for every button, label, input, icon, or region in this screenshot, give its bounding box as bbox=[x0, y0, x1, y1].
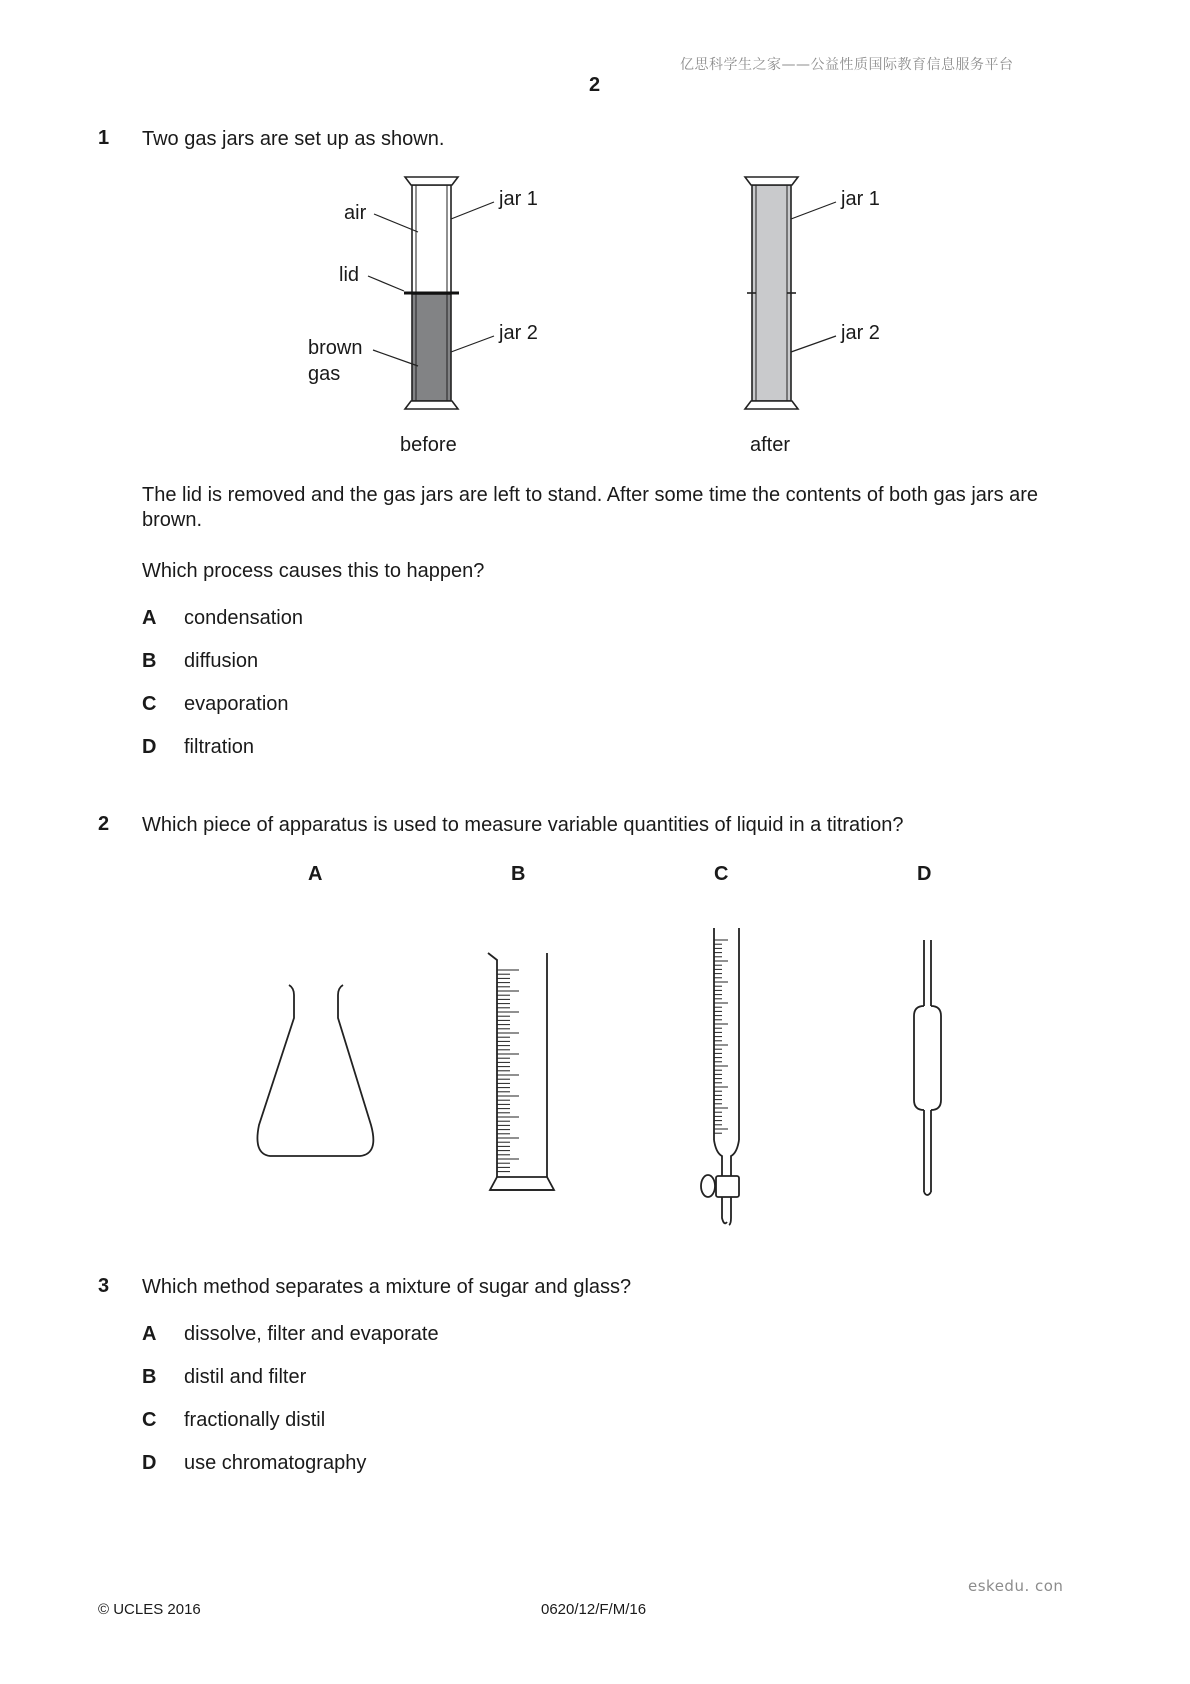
jar-2-before-brown-gas bbox=[412, 294, 451, 401]
header-watermark: 亿思科学生之家——公益性质国际教育信息服务平台 bbox=[680, 57, 1014, 73]
label-jar-1-after: jar 1 bbox=[841, 188, 880, 210]
burette-icon bbox=[701, 928, 739, 1225]
q3-option-d-letter: D bbox=[142, 1452, 157, 1474]
apparatus-c-label: C bbox=[714, 863, 729, 885]
label-jar-2-after: jar 2 bbox=[841, 322, 880, 344]
measuring-cylinder-icon bbox=[488, 953, 554, 1190]
q1-option-b-text: diffusion bbox=[184, 650, 259, 672]
q3-option-a-letter: A bbox=[142, 1323, 157, 1345]
jar-1-before bbox=[412, 185, 451, 293]
question-1-body: The lid is removed and the gas jars are left to stand. After some time the contents of both gas jars are brown. bbox=[142, 484, 1039, 531]
pipette-icon bbox=[914, 940, 941, 1195]
question-1-prompt: Which process causes this to happen? bbox=[142, 560, 485, 582]
conical-flask-icon bbox=[257, 985, 373, 1156]
caption-before: before bbox=[400, 434, 457, 456]
page-number: 2 bbox=[589, 74, 601, 96]
label-air: air bbox=[344, 202, 367, 224]
q3-option-c-letter: C bbox=[142, 1409, 157, 1431]
caption-after: after bbox=[750, 434, 791, 456]
label-lid: lid bbox=[339, 264, 360, 286]
footer-copyright: © UCLES 2016 bbox=[98, 1601, 201, 1618]
q1-option-b-letter: B bbox=[142, 650, 157, 672]
question-3-text: Which method separates a mixture of sugar and glass? bbox=[142, 1276, 632, 1298]
question-3-number: 3 bbox=[98, 1275, 110, 1297]
q3-option-a-text: dissolve, filter and evaporate bbox=[184, 1323, 439, 1345]
apparatus-d-label: D bbox=[917, 863, 932, 885]
after-gas-jars bbox=[745, 177, 836, 409]
q3-option-b-letter: B bbox=[142, 1366, 157, 1388]
q1-option-d-letter: D bbox=[142, 736, 157, 758]
gas-jars-figure bbox=[0, 0, 1190, 470]
q1-option-c-letter: C bbox=[142, 693, 157, 715]
label-jar-2-before: jar 2 bbox=[499, 322, 538, 344]
q1-option-a-letter: A bbox=[142, 607, 157, 629]
label-gas: gas bbox=[308, 363, 341, 385]
q1-option-d-text: filtration bbox=[184, 736, 255, 758]
before-gas-jars bbox=[368, 177, 494, 409]
q3-option-b-text: distil and filter bbox=[184, 1366, 307, 1388]
question-1-number: 1 bbox=[98, 127, 110, 149]
jars-after-mixed-gas bbox=[752, 185, 791, 401]
apparatus-a-label: A bbox=[308, 863, 323, 885]
question-2-number: 2 bbox=[98, 813, 110, 835]
q3-option-c-text: fractionally distil bbox=[184, 1409, 326, 1431]
q3-option-d-text: use chromatography bbox=[184, 1452, 367, 1474]
q1-option-a-text: condensation bbox=[184, 607, 303, 629]
question-2-text: Which piece of apparatus is used to measure variable quantities of liquid in a titration? bbox=[142, 814, 904, 836]
footer-site-watermark: eskedu. con bbox=[968, 1577, 1064, 1595]
label-brown: brown bbox=[308, 337, 363, 359]
label-jar-1-before: jar 1 bbox=[499, 188, 538, 210]
footer-paper-code: 0620/12/F/M/16 bbox=[541, 1601, 647, 1618]
apparatus-figure bbox=[0, 900, 1190, 1240]
q1-option-c-text: evaporation bbox=[184, 693, 289, 715]
apparatus-b-label: B bbox=[511, 863, 526, 885]
question-1-intro: Two gas jars are set up as shown. bbox=[142, 128, 445, 150]
